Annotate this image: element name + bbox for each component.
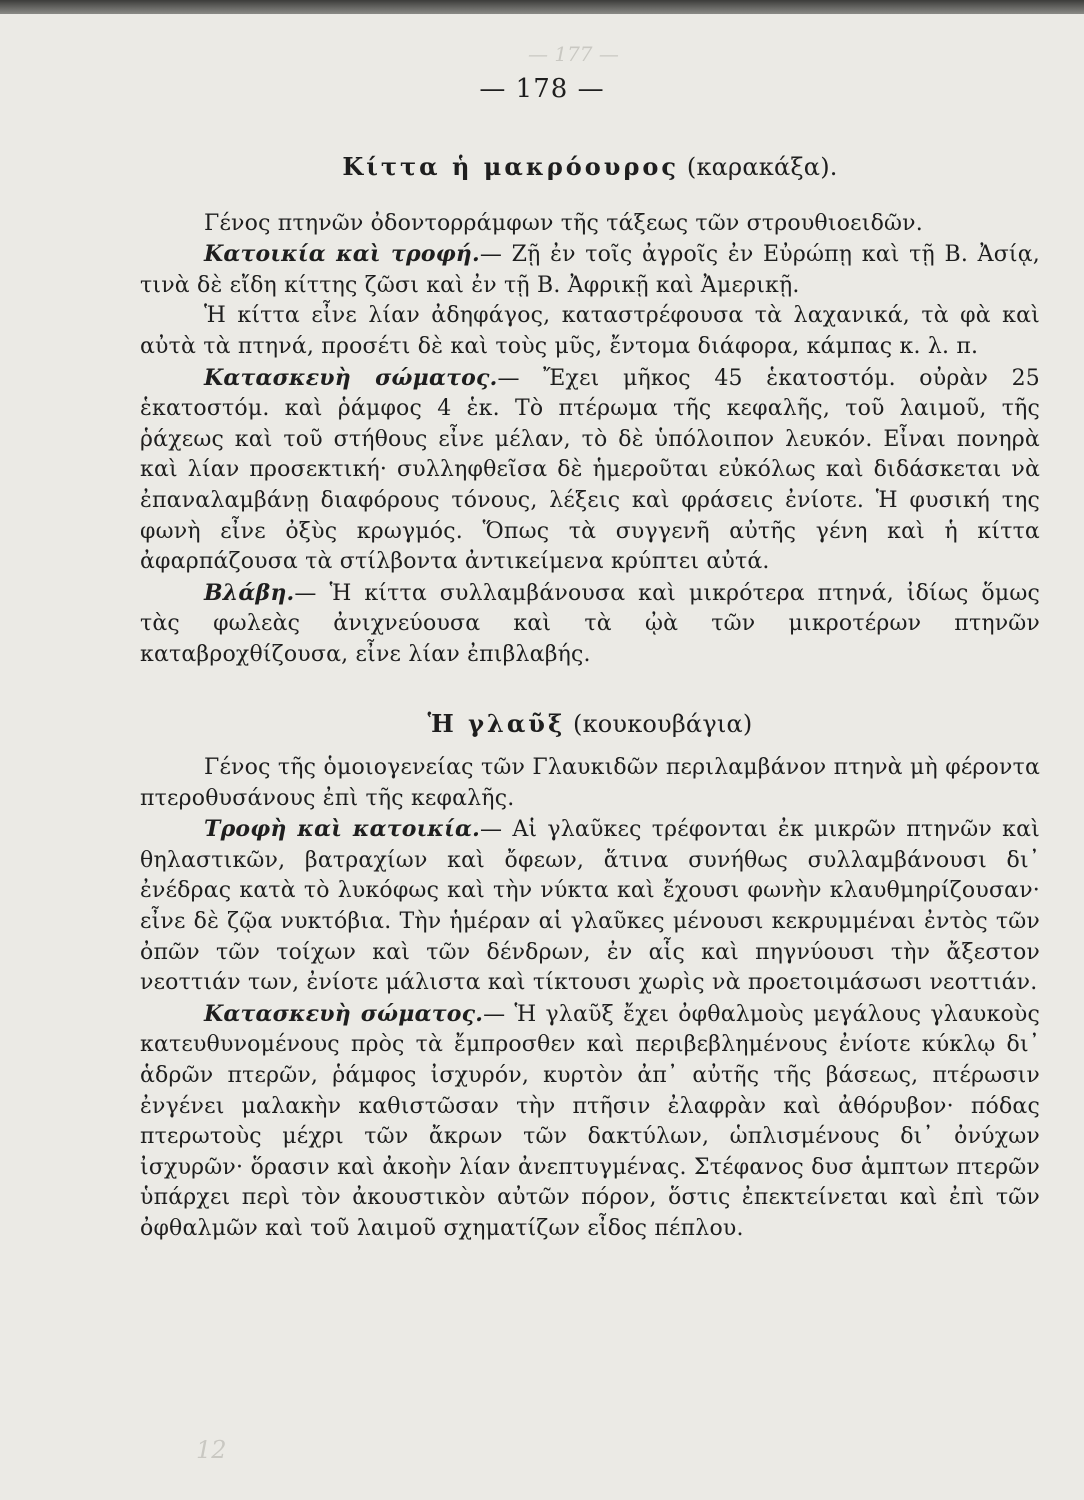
page-number: — 178 —	[479, 74, 605, 104]
owl-title-name: Ἡ γλαῦξ	[427, 708, 566, 738]
owl-body-text: — Ἡ γλαῦξ ἔχει ὀφθαλμοὺς μεγάλους γλαυκοὺς κατευθυνομένους πρὸς τὰ ἔμπροσθεν καὶ περιβεβλημένους ἐνίοτε κύκλῳ δι᾽ ἁδρῶν πτερῶν, ῥάμφος ἰσχυρόν, κυρτὸν ἀπ᾽ αὐτῆς τῆς βάσεως, πτέρωσιν ἐνγένει μαλακὴν καθιστῶσαν τὴν πτῆσιν ἐλαφρὰν καὶ ἀθόρυβον· πόδας πτερωτοὺς μέχρι τῶν ἄκρων τῶν δακτύλων, ὡπλισμένους δι᾽ ὀνύχων ἰσχυρῶν· ὅρασιν καὶ ἀκοὴν λίαν ἀνεπτυγμένας. Στέφανος δυσ ἁμπτων πτερῶν ὑπάρχει περὶ τὸν ἀκουστικὸν αὐτῶν πόρον, ὅστις ἐπεκτείνεται καὶ ἐπὶ τῶν ὀφθαλμῶν καὶ τοῦ λαιμοῦ σχηματίζων εἶδος πέπλου.	[140, 1001, 1040, 1241]
owl-intro: Γένος τῆς ὁμοιογενείας τῶν Γλαυκιδῶν περιλαμβάνον πτηνὰ μὴ φέροντα πτεροθυσάνους ἐπὶ τῆς κεφαλῆς.	[140, 755, 1040, 811]
bleed-through-page-number: — 177 —	[528, 42, 619, 66]
magpie-body-text: — Ἔχει μῆκος 45 ἑκατοστόμ. οὐρὰν 25 ἑκατοστόμ. καὶ ῥάμφος 4 ἑκ. Τὸ πτέρωμα τῆς κεφαλῆς, τοῦ λαιμοῦ, τῆς ῥάχεως καὶ τοῦ στήθους εἶνε μέλαν, τὸ δὲ ὑπόλοιπον λευκόν. Εἶναι πονηρὰ καὶ λίαν προσεκτική· συλληφθεῖσα δὲ ἡμεροῦται εὐκόλως καὶ διδάσκεται νὰ ἐπαναλαμβάνῃ διαφόρους τόνους, λέξεις καὶ φράσεις ἐνίοτε. Ἡ φυσική της φωνὴ εἶνε ὀξὺς κρωγμός. Ὅπως τὰ συγγενῆ αὐτῆς γένη καὶ ἡ κίττα ἀφαρπάζουσα τὰ στίλβοντα ἀντικείμενα κρύπτει αὐτά.	[140, 365, 1040, 575]
bleed-through-margin-number: 12	[196, 1436, 227, 1464]
owl-title-common-name: (κουκουβάγια)	[573, 709, 753, 738]
owl-body-label: Κατασκευὴ σώματος.	[204, 1000, 484, 1027]
magpie-harm-text: — Ἡ κίττα συλλαμβάνουσα καὶ μικρότερα πτηνά, ἰδίως ὅμως τὰς φωλεὰς ἀνιχνεύουσα καὶ τὰ ᾠὰ τῶν μικροτέρων πτηνῶν καταβροχθίζουσα, εἶνε λίαν ἐπιβλαβής.	[140, 580, 1040, 667]
magpie-intro: Γένος πτηνῶν ὀδοντορράμφων τῆς τάξεως τῶν στρουθιοειδῶν.	[204, 210, 923, 236]
magpie-diet: Ἡ κίττα εἶνε λίαν ἀδηφάγος, καταστρέφουσα τὰ λαχανικά, τὰ φὰ καὶ αὐτὰ τὰ πτηνά, προσέτι δὲ καὶ τοὺς μῦς, ἔντομα διάφορα, κάμπας κ. λ. π.	[140, 303, 1040, 359]
magpie-harm-label: Βλάβη.	[204, 579, 295, 606]
owl-food-text: — Αἱ γλαῦκες τρέφονται ἐκ μικρῶν πτηνῶν καὶ θηλαστικῶν, βατραχίων καὶ ὄφεων, ἅτινα συνήθως συλλαμβάνουσι δι᾽ ἐνέδρας κατὰ τὸ λυκόφως καὶ τὴν νύκτα καὶ ἔχουσι φωνὴν κλαυθμηρίζουσαν· εἶνε δὲ ζῷα νυκτόβια. Τὴν ἡμέραν αἱ γλαῦκες μένουσι κεκρυμμέναι ἐντὸς τῶν ὀπῶν τῶν τοίχων καὶ τῶν δένδρων, ἐν αἷς καὶ πηγνύουσι τὴν ἄξεστον νεοττιάν των, ἐνίοτε μάλιστα καὶ τίκτουσι χωρὶς νὰ προετοιμάσωσι νεοττιάν.	[140, 817, 1040, 996]
section-title-magpie	[140, 152, 1040, 183]
magpie-habitat-label: Κατοικία καὶ τροφή.	[204, 241, 480, 268]
magpie-harm	[140, 578, 1040, 671]
owl-food	[140, 814, 1040, 999]
magpie-habitat	[140, 239, 1040, 301]
magpie-habitat-text: — Ζῇ ἐν τοῖς ἀγροῖς ἐν Εὐρώπῃ καὶ τῇ Β. Ἀσίᾳ, τινὰ δὲ εἴδη κίττης ζῶσι καὶ ἐν τῇ Β. Ἀφρικῇ καὶ Ἀμερικῇ.	[140, 242, 1040, 298]
magpie-title-common-name: (καρακάξα).	[686, 153, 838, 181]
book-page	[0, 14, 1084, 1500]
magpie-title-name: Κίττα ἡ μακρόουρος	[342, 152, 680, 181]
page-body	[140, 152, 1040, 1245]
scan-top-edge	[0, 0, 1084, 14]
owl-food-label: Τροφὴ καὶ κατοικία.	[204, 816, 480, 843]
owl-body	[140, 999, 1040, 1245]
section-title-owl	[140, 709, 1040, 740]
magpie-body-label: Κατασκευὴ σώματος.	[204, 364, 498, 391]
magpie-body	[140, 363, 1040, 578]
